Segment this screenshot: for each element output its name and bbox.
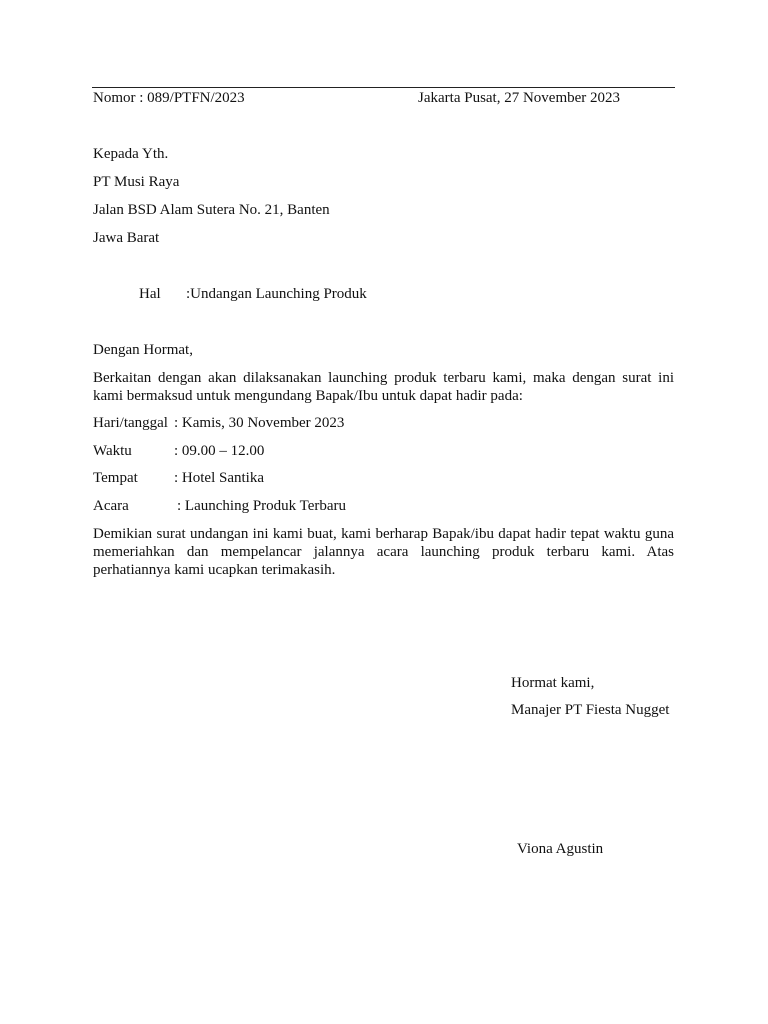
subject-label: Hal xyxy=(139,286,161,302)
detail-row-place xyxy=(93,469,264,487)
detail-value: : Hotel Santika xyxy=(174,470,264,486)
recipient-address-line1: Jalan BSD Alam Sutera No. 21, Banten xyxy=(93,202,330,218)
recipient-salutation: Kepada Yth. xyxy=(93,146,169,162)
detail-value: : Launching Produk Terbaru xyxy=(177,498,347,514)
detail-value: : 09.00 – 12.00 xyxy=(174,443,265,459)
signature-closing: Hormat kami, xyxy=(511,675,595,691)
detail-row-time xyxy=(93,442,264,460)
detail-label: Acara xyxy=(93,498,129,514)
recipient-company: PT Musi Raya xyxy=(93,174,180,190)
recipient-address-line2: Jawa Barat xyxy=(93,230,160,246)
detail-row-date xyxy=(93,414,344,432)
subject-value: :Undangan Launching Produk xyxy=(186,286,367,302)
detail-label: Tempat xyxy=(93,470,138,486)
detail-label: Waktu xyxy=(93,443,132,459)
place-date: Jakarta Pusat, 27 November 2023 xyxy=(418,90,621,106)
signature-name: Viona Agustin xyxy=(517,841,604,857)
greeting: Dengan Hormat, xyxy=(93,342,193,358)
closing-paragraph: Demikian surat undangan ini kami buat, kami berharap Bapak/ibu dapat hadir tepat waktu guna memeriahkan dan mempelancar jalannya acara launching produk terbaru kami. Atas perhatiannya kami ucapkan terimakasih. xyxy=(93,526,674,578)
letter-number: Nomor : 089/PTFN/2023 xyxy=(93,90,245,106)
signature-position: Manajer PT Fiesta Nugget xyxy=(511,702,670,718)
detail-label: Hari/tanggal xyxy=(93,415,168,431)
detail-value: : Kamis, 30 November 2023 xyxy=(174,415,345,431)
detail-row-event xyxy=(93,497,346,515)
header-divider xyxy=(92,87,675,88)
intro-paragraph: Berkaitan dengan akan dilaksanakan launching produk terbaru kami, maka dengan surat ini kami bermaksud untuk mengundang Bapak/Ibu untuk dapat hadir pada: xyxy=(93,370,674,404)
